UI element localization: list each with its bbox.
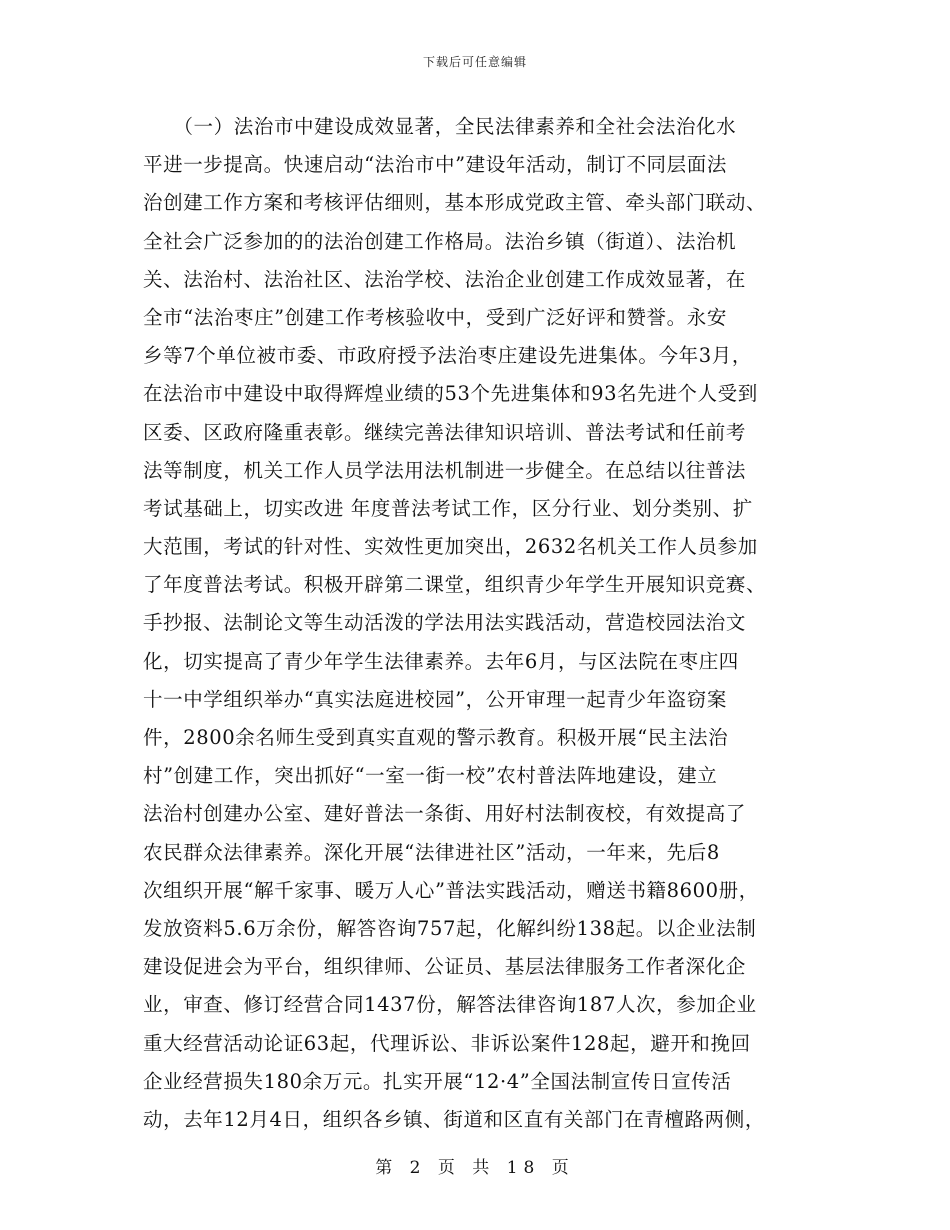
text-line: 全市“法治枣庄”创建工作考核验收中，受到广泛好评和赞誉。永安 (143, 305, 727, 329)
text-line: （一）法治市中建设成效显著，全民法律素养和全社会法治化水 (143, 115, 737, 138)
text-line: 企业经营损失180余万元。扎实开展“12·4”全国法制宣传日宣传活 (143, 1069, 732, 1093)
text-line: 发放资料5.6万余份，解答咨询757起，化解纠纷138起。以企业法制 (143, 916, 757, 940)
text-line: 全社会广泛参加的的法治创建工作格局。法治乡镇（街道）、法治机 (143, 229, 737, 253)
text-line: 乡等7个单位被市委、市政府授予法治枣庄建设先进集体。今年3月， (143, 344, 752, 368)
text-line: 考试基础上，切实改进 年度普法考试工作，区分行业、划分类别、扩 (143, 496, 753, 520)
text-line: 化，切实提高了青少年学生法律素养。去年6月，与区法院在枣庄四 (143, 649, 739, 673)
text-line: 十一中学组织举办“真实法庭进校园”，公开审理一起青少年盗窃案 (143, 687, 727, 711)
text-line: 治创建工作方案和考核评估细则，基本形成党政主管、牵头部门联动、 (143, 191, 767, 215)
text-line: 手抄报、法制论文等生动活泼的学法用法实践活动，营造校园法治文 (143, 611, 747, 635)
page-number-footer: 第 2 页 共 18 页 (375, 1158, 575, 1178)
text-line: 大范围，考试的针对性、实效性更加突出，2632名机关工作人员参加 (143, 535, 758, 559)
text-line: 法治村创建办公室、建好普法一条街、用好村法制夜校，有效提高了 (143, 802, 747, 826)
text-line: 区委、区政府隆重表彰。继续完善法律知识培训、普法考试和任前考 (143, 420, 747, 444)
text-line: 件，2800余名师生受到真实直观的警示教育。积极开展“民主法治 (143, 726, 729, 749)
text-line: 关、法治村、法治社区、法治学校、法治企业创建工作成效显著，在 (143, 267, 747, 291)
text-line: 动，去年12月4日，组织各乡镇、街道和区直有关部门在青檀路两侧， (143, 1107, 765, 1131)
text-line: 重大经营活动论证63起，代理诉讼、非诉讼案件128起，避开和挽回 (143, 1031, 751, 1055)
text-line: 村”创建工作，突出抓好“一室一街一校”农村普法阵地建设，建立 (143, 764, 718, 788)
text-line: 了年度普法考试。积极开辟第二课堂，组织青少年学生开展知识竞赛、 (143, 573, 767, 597)
text-line: 法等制度，机关工作人员学法用法机制进一步健全。在总结以往普法 (143, 458, 747, 482)
text-line: 平进一步提高。快速启动“法治市中”建设年活动，制订不同层面法 (143, 153, 727, 177)
document-body (143, 108, 815, 1139)
text-line: 次组织开展“解千家事、暖万人心”普法实践活动，赠送书籍8600册， (143, 878, 759, 902)
page-header-note: 下载后可任意编辑 (422, 55, 527, 69)
text-line: 业，审查、修订经营合同1437份，解答法律咨询187人次，参加企业 (143, 993, 757, 1017)
text-line: 农民群众法律素养。深化开展“法律进社区”活动，一年来，先后8 (143, 840, 720, 864)
text-line: 建设促进会为平台，组织律师、公证员、基层法律服务工作者深化企 (143, 955, 747, 979)
text-line: 在法治市中建设中取得辉煌业绩的53个先进集体和93名先进个人受到 (143, 382, 758, 406)
